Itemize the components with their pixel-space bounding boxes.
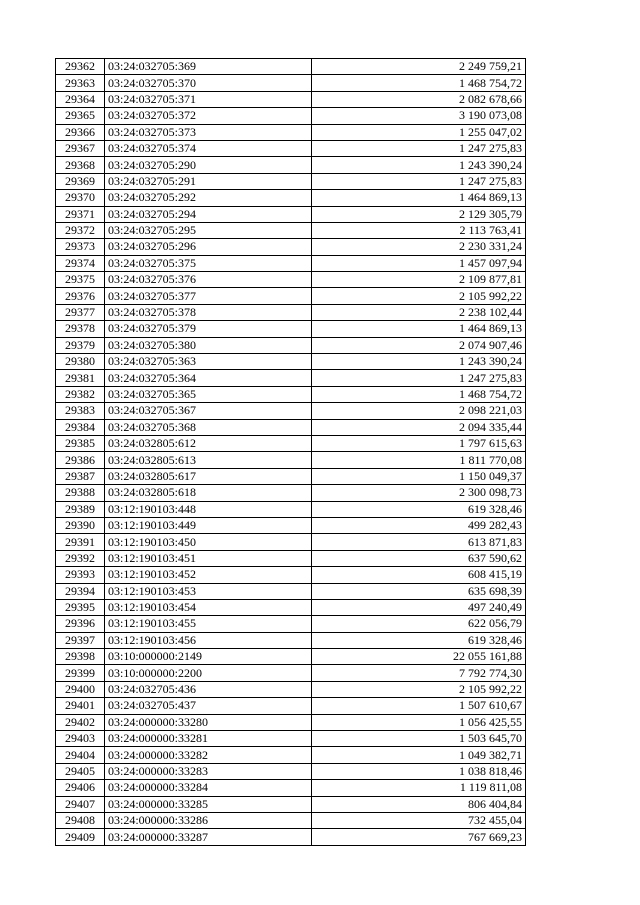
table-row	[56, 370, 526, 386]
row-number: 29382	[56, 386, 105, 402]
table-body	[56, 59, 526, 846]
row-number: 29407	[56, 796, 105, 812]
table-row	[56, 124, 526, 140]
row-number: 29380	[56, 354, 105, 370]
table-row	[56, 304, 526, 320]
table-row	[56, 681, 526, 697]
cadastral-number: 03:24:032705:377	[105, 288, 312, 304]
table-row	[56, 59, 526, 75]
row-number: 29386	[56, 452, 105, 468]
row-number: 29405	[56, 763, 105, 779]
table-row	[56, 599, 526, 615]
table-row	[56, 157, 526, 173]
table-row	[56, 222, 526, 238]
row-number: 29391	[56, 534, 105, 550]
row-number: 29378	[56, 321, 105, 337]
cadastral-number: 03:24:000000:33283	[105, 763, 312, 779]
cadastral-value: 637 590,62	[312, 550, 526, 566]
row-number: 29383	[56, 403, 105, 419]
table-row	[56, 698, 526, 714]
cadastral-number: 03:24:032705:373	[105, 124, 312, 140]
table-row	[56, 747, 526, 763]
cadastral-number: 03:12:190103:454	[105, 599, 312, 615]
table-row	[56, 468, 526, 484]
cadastral-number: 03:24:032705:296	[105, 239, 312, 255]
row-number: 29406	[56, 780, 105, 796]
table-row	[56, 239, 526, 255]
cadastral-value: 1 038 818,46	[312, 763, 526, 779]
cadastral-value: 619 328,46	[312, 501, 526, 517]
cadastral-number: 03:24:032705:436	[105, 681, 312, 697]
table-row	[56, 190, 526, 206]
table-row	[56, 550, 526, 566]
row-number: 29403	[56, 731, 105, 747]
cadastral-number: 03:24:032705:294	[105, 206, 312, 222]
cadastral-number: 03:24:032805:613	[105, 452, 312, 468]
cadastral-number: 03:24:000000:33281	[105, 731, 312, 747]
cadastral-value: 2 129 305,79	[312, 206, 526, 222]
table-row	[56, 354, 526, 370]
table-row	[56, 419, 526, 435]
table-row	[56, 583, 526, 599]
cadastral-number: 03:24:032705:370	[105, 75, 312, 91]
cadastral-value: 2 105 992,22	[312, 288, 526, 304]
table-row	[56, 567, 526, 583]
table-row	[56, 534, 526, 550]
cadastral-value: 499 282,43	[312, 517, 526, 533]
cadastral-value: 1 464 869,13	[312, 321, 526, 337]
cadastral-value: 1 468 754,72	[312, 75, 526, 91]
cadastral-number: 03:24:032705:379	[105, 321, 312, 337]
cadastral-number: 03:24:000000:33284	[105, 780, 312, 796]
cadastral-value: 1 255 047,02	[312, 124, 526, 140]
cadastral-number: 03:24:032705:367	[105, 403, 312, 419]
row-number: 29408	[56, 812, 105, 828]
row-number: 29381	[56, 370, 105, 386]
row-number: 29396	[56, 616, 105, 632]
cadastral-number: 03:24:032705:372	[105, 108, 312, 124]
row-number: 29392	[56, 550, 105, 566]
table-row	[56, 485, 526, 501]
table-row	[56, 206, 526, 222]
cadastral-value: 1 811 770,08	[312, 452, 526, 468]
cadastral-number: 03:24:032705:437	[105, 698, 312, 714]
row-number: 29364	[56, 91, 105, 107]
cadastral-number: 03:24:032705:369	[105, 59, 312, 75]
cadastral-number: 03:24:032805:617	[105, 468, 312, 484]
table-row	[56, 649, 526, 665]
cadastral-value: 1 247 275,83	[312, 370, 526, 386]
table-row	[56, 812, 526, 828]
row-number: 29376	[56, 288, 105, 304]
cadastral-number: 03:24:032805:618	[105, 485, 312, 501]
cadastral-number: 03:24:032705:368	[105, 419, 312, 435]
cadastral-number: 03:12:190103:451	[105, 550, 312, 566]
row-number: 29365	[56, 108, 105, 124]
row-number: 29388	[56, 485, 105, 501]
cadastral-value: 1 457 097,94	[312, 255, 526, 271]
cadastral-value: 2 082 678,66	[312, 91, 526, 107]
row-number: 29384	[56, 419, 105, 435]
cadastral-value: 2 300 098,73	[312, 485, 526, 501]
table-row	[56, 173, 526, 189]
table-row	[56, 632, 526, 648]
cadastral-value: 806 404,84	[312, 796, 526, 812]
table-row	[56, 403, 526, 419]
cadastral-value: 2 074 907,46	[312, 337, 526, 353]
table-row	[56, 517, 526, 533]
row-number: 29387	[56, 468, 105, 484]
row-number: 29390	[56, 517, 105, 533]
table-row	[56, 714, 526, 730]
cadastral-value: 1 056 425,55	[312, 714, 526, 730]
row-number: 29395	[56, 599, 105, 615]
cadastral-number: 03:24:032705:295	[105, 222, 312, 238]
cadastral-number: 03:10:000000:2149	[105, 649, 312, 665]
row-number: 29397	[56, 632, 105, 648]
cadastral-value: 767 669,23	[312, 829, 526, 845]
row-number: 29409	[56, 829, 105, 845]
cadastral-number: 03:12:190103:449	[105, 517, 312, 533]
cadastral-number: 03:24:032705:378	[105, 304, 312, 320]
cadastral-value: 1 119 811,08	[312, 780, 526, 796]
row-number: 29375	[56, 272, 105, 288]
table-row	[56, 435, 526, 451]
cadastral-number: 03:24:000000:33286	[105, 812, 312, 828]
row-number: 29372	[56, 222, 105, 238]
row-number: 29363	[56, 75, 105, 91]
row-number: 29368	[56, 157, 105, 173]
table-row	[56, 796, 526, 812]
table-row	[56, 616, 526, 632]
table-row	[56, 501, 526, 517]
cadastral-number: 03:10:000000:2200	[105, 665, 312, 681]
cadastral-number: 03:12:190103:450	[105, 534, 312, 550]
cadastral-value: 608 415,19	[312, 567, 526, 583]
table-row	[56, 337, 526, 353]
cadastral-value: 2 094 335,44	[312, 419, 526, 435]
row-number: 29402	[56, 714, 105, 730]
row-number: 29389	[56, 501, 105, 517]
cadastral-number: 03:24:032705:291	[105, 173, 312, 189]
cadastral-number: 03:12:190103:455	[105, 616, 312, 632]
table-row	[56, 731, 526, 747]
cadastral-value: 2 249 759,21	[312, 59, 526, 75]
row-number: 29400	[56, 681, 105, 697]
cadastral-value: 2 113 763,41	[312, 222, 526, 238]
row-number: 29369	[56, 173, 105, 189]
cadastral-value: 22 055 161,88	[312, 649, 526, 665]
cadastral-number: 03:24:000000:33282	[105, 747, 312, 763]
cadastral-value: 1 247 275,83	[312, 173, 526, 189]
table-row	[56, 91, 526, 107]
cadastral-number: 03:24:032705:376	[105, 272, 312, 288]
row-number: 29399	[56, 665, 105, 681]
cadastral-value: 1 503 645,70	[312, 731, 526, 747]
row-number: 29362	[56, 59, 105, 75]
row-number: 29379	[56, 337, 105, 353]
cadastral-value: 1 247 275,83	[312, 140, 526, 156]
cadastral-value: 3 190 073,08	[312, 108, 526, 124]
cadastral-value: 2 109 877,81	[312, 272, 526, 288]
cadastral-value: 2 098 221,03	[312, 403, 526, 419]
cadastral-value: 1 243 390,24	[312, 354, 526, 370]
cadastral-number: 03:24:032705:364	[105, 370, 312, 386]
row-number: 29377	[56, 304, 105, 320]
cadastral-number: 03:24:000000:33287	[105, 829, 312, 845]
table-row	[56, 321, 526, 337]
cadastral-number: 03:12:190103:456	[105, 632, 312, 648]
cadastral-value: 2 238 102,44	[312, 304, 526, 320]
cadastral-value: 2 230 331,24	[312, 239, 526, 255]
row-number: 29404	[56, 747, 105, 763]
table-row	[56, 75, 526, 91]
cadastral-number: 03:24:032705:365	[105, 386, 312, 402]
table-row	[56, 140, 526, 156]
table-row	[56, 452, 526, 468]
row-number: 29371	[56, 206, 105, 222]
cadastral-value: 1 464 869,13	[312, 190, 526, 206]
cadastral-number: 03:24:032705:292	[105, 190, 312, 206]
cadastral-value: 7 792 774,30	[312, 665, 526, 681]
cadastral-number: 03:24:000000:33285	[105, 796, 312, 812]
cadastral-number: 03:24:032705:371	[105, 91, 312, 107]
row-number: 29398	[56, 649, 105, 665]
table-row	[56, 272, 526, 288]
table-row	[56, 763, 526, 779]
cadastral-value: 1 049 382,71	[312, 747, 526, 763]
row-number: 29373	[56, 239, 105, 255]
cadastral-value: 732 455,04	[312, 812, 526, 828]
cadastral-number: 03:24:032705:363	[105, 354, 312, 370]
table-row	[56, 780, 526, 796]
cadastral-number: 03:24:032705:375	[105, 255, 312, 271]
cadastral-number: 03:12:190103:452	[105, 567, 312, 583]
row-number: 29401	[56, 698, 105, 714]
cadastral-value: 1 243 390,24	[312, 157, 526, 173]
row-number: 29393	[56, 567, 105, 583]
row-number: 29374	[56, 255, 105, 271]
cadastral-value: 1 797 615,63	[312, 435, 526, 451]
cadastral-value: 1 507 610,67	[312, 698, 526, 714]
cadastral-value: 622 056,79	[312, 616, 526, 632]
row-number: 29370	[56, 190, 105, 206]
cadastral-value: 1 468 754,72	[312, 386, 526, 402]
cadastral-value: 635 698,39	[312, 583, 526, 599]
cadastral-value-table	[55, 58, 526, 846]
cadastral-number: 03:24:032705:380	[105, 337, 312, 353]
table-row	[56, 665, 526, 681]
row-number: 29394	[56, 583, 105, 599]
cadastral-value: 497 240,49	[312, 599, 526, 615]
table-row	[56, 288, 526, 304]
cadastral-number: 03:12:190103:453	[105, 583, 312, 599]
table-row	[56, 108, 526, 124]
cadastral-number: 03:12:190103:448	[105, 501, 312, 517]
table-row	[56, 255, 526, 271]
row-number: 29385	[56, 435, 105, 451]
cadastral-number: 03:24:032705:374	[105, 140, 312, 156]
row-number: 29366	[56, 124, 105, 140]
cadastral-value: 613 871,83	[312, 534, 526, 550]
cadastral-number: 03:24:000000:33280	[105, 714, 312, 730]
row-number: 29367	[56, 140, 105, 156]
cadastral-value: 2 105 992,22	[312, 681, 526, 697]
cadastral-number: 03:24:032705:290	[105, 157, 312, 173]
cadastral-value: 1 150 049,37	[312, 468, 526, 484]
table-row	[56, 386, 526, 402]
cadastral-value: 619 328,46	[312, 632, 526, 648]
cadastral-number: 03:24:032805:612	[105, 435, 312, 451]
table-row	[56, 829, 526, 845]
